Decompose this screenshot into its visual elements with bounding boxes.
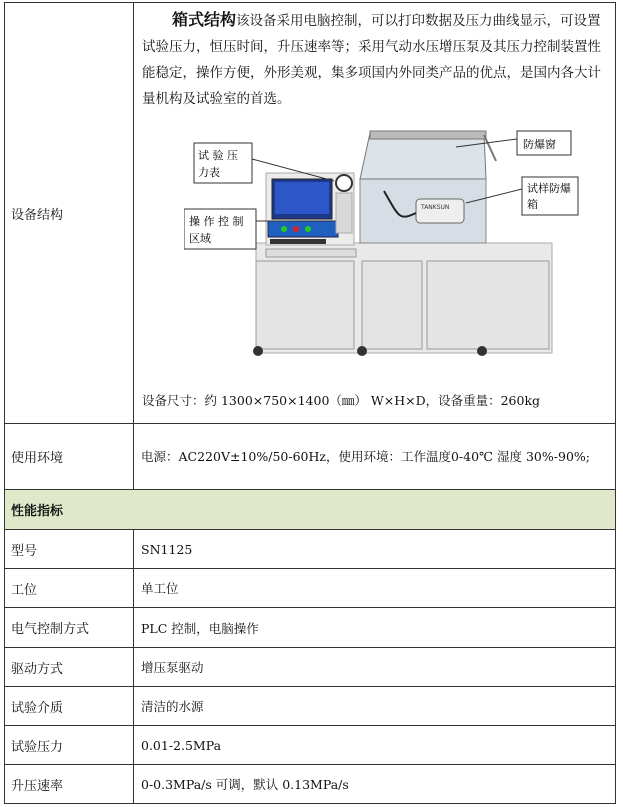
environment-value: 电源：AC220V±10%/50-60Hz，使用环境：工作温度0-40℃ 湿度 30%-90%; [141,448,590,464]
spec-value: 0-0.3MPa/s 可调，默认 0.13MPa/s [141,777,349,792]
spec-value: SN1125 [141,541,193,557]
callout-gauge-line2: 力表 [198,166,220,179]
structure-cell [134,3,615,423]
dimensions-text: 设备尺寸：约 1300×750×1400（㎜） W×H×D，设备重量：260kg [142,393,541,408]
spec-row [5,687,615,726]
row-label: 使用环境 [5,424,134,489]
nameplate-text: TANKSUN [421,204,450,211]
spec-label: 升压速率 [5,765,134,803]
spec-value: 单工位 [141,581,179,596]
machine-illustration [184,121,584,361]
spec-row [5,569,615,608]
section-header: 性能指标 [5,490,615,530]
intro-paragraph [142,7,609,112]
callout-panel-line2: 区域 [189,232,211,245]
callout-box-line1: 试样防爆 [527,182,571,195]
spec-row [5,530,615,569]
spec-label: 试验压力 [5,726,134,764]
spec-label: 电气控制方式 [5,608,134,647]
spec-row [5,608,615,648]
spec-label: 驱动方式 [5,648,134,686]
intro-text: 该设备采用电脑控制，可以打印数据及压力曲线显示，可设置试验压力，恒压时间，升压速率等；采用气动水压增压泵及其压力控制装置性能稳定，操作方便，外形美观，集多项国内外同类产品的优点，是国内各大计量机构及试验室的首选。 [142,13,601,107]
lead-heading: 箱式结构 [172,10,237,29]
callout-gauge-line1: 试 验 压 [198,149,238,162]
spec-value: 0.01-2.5MPa [141,737,222,753]
spec-value: 清洁的水源 [141,699,204,714]
row-label: 设备结构 [5,3,134,423]
callout-cover: 防爆窗 [523,138,556,151]
spec-row [5,726,615,765]
callout-box-line2: 箱 [527,198,538,211]
spec-row [5,648,615,687]
spec-value: PLC 控制，电脑操作 [141,620,259,636]
spec-value: 增压泵驱动 [141,660,204,675]
callout-panel-line1: 操 作 控 制 [189,215,244,228]
spec-table [4,2,616,804]
spec-label: 工位 [5,569,134,607]
spec-label: 试验介质 [5,687,134,725]
row-environment [5,424,615,490]
row-structure [5,3,615,424]
spec-label: 型号 [5,530,134,568]
spec-row [5,765,615,803]
